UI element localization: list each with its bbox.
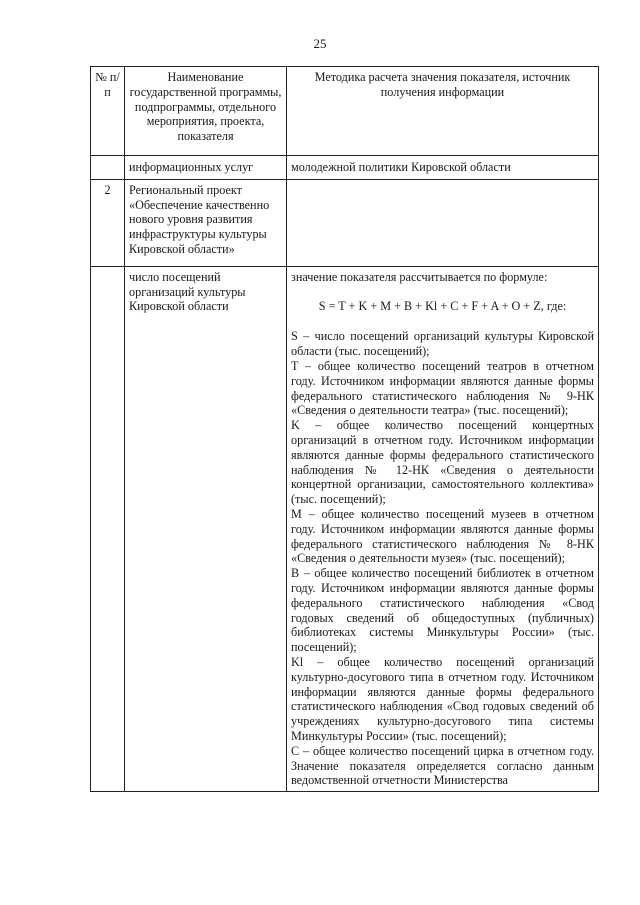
row-number: 2 bbox=[91, 179, 125, 266]
definition-b: B – общее количество посещений библиотек в отчетном году. Источником информации являются данные формы федерального статистического наблюдения «Свод годовых сведений об общедоступных (публичных) библиотеках системы Минкультуры России» (тыс. посещений); bbox=[291, 566, 594, 655]
header-name: Наименование государственной программы, подпрограммы, отдельного мероприятия, проекта, показателя bbox=[125, 67, 287, 156]
row-name: число посещений организаций культуры Кировской области bbox=[125, 266, 287, 791]
row-name: Региональный проект «Обеспечение качественно нового уровня развития инфраструктуры культуры Кировской области» bbox=[125, 179, 287, 266]
definition-c: C – общее количество посещений цирка в отчетном году. Значение показателя определяется согласно данным ведомственной отчетности Министерства bbox=[291, 743, 594, 788]
row-method: молодежной политики Кировской области bbox=[287, 156, 599, 180]
page-number: 25 bbox=[313, 36, 327, 51]
row-number bbox=[91, 156, 125, 180]
row-number bbox=[91, 266, 125, 791]
table-row bbox=[91, 179, 599, 266]
row-method-cell bbox=[287, 266, 599, 791]
indicator-table bbox=[90, 66, 599, 792]
header-number: № п/п bbox=[91, 67, 125, 156]
definition-t: T – общее количество посещений театров в отчетном году. Источником информации являются данные формы федерального статистического наблюдения № 9-НК «Сведения о деятельности театра» (тыс. посещений); bbox=[291, 358, 594, 418]
row-method bbox=[287, 179, 599, 266]
definition-s: S – число посещений организаций культуры Кировской области (тыс. посещений); bbox=[291, 329, 594, 359]
table-header-row bbox=[91, 67, 599, 156]
formula: S = T + K + M + B + Kl + C + F + A + O + Z, где: bbox=[318, 298, 567, 313]
header-method: Методика расчета значения показателя, источник получения информации bbox=[287, 67, 599, 156]
method-intro: значение показателя рассчитывается по формуле: bbox=[291, 269, 548, 284]
table-row bbox=[91, 266, 599, 791]
definition-m: M – общее количество посещений музеев в отчетном году. Источником информации являются данные формы федерального статистического наблюдения № 8-НК «Сведения о деятельности музея» (тыс. посещений); bbox=[291, 506, 594, 566]
table-row bbox=[91, 156, 599, 180]
row-name: информационных услуг bbox=[125, 156, 287, 180]
definition-kl: Kl – общее количество посещений организаций культурно-досугового типа в отчетном году. Источником информации являются данные формы федерального статистического наблюдения «Свод годовых сведений об учреждениях культурно-досугового типа системы Минкультуры России» (тыс. посещений); bbox=[291, 654, 594, 743]
definition-k: K – общее количество посещений концертных организаций в отчетном году. Источником информации являются данные формы федерального статистического наблюдения № 12-НК «Сведения о деятельности концертной организации, самостоятельного коллектива» (тыс. посещений); bbox=[291, 418, 594, 507]
